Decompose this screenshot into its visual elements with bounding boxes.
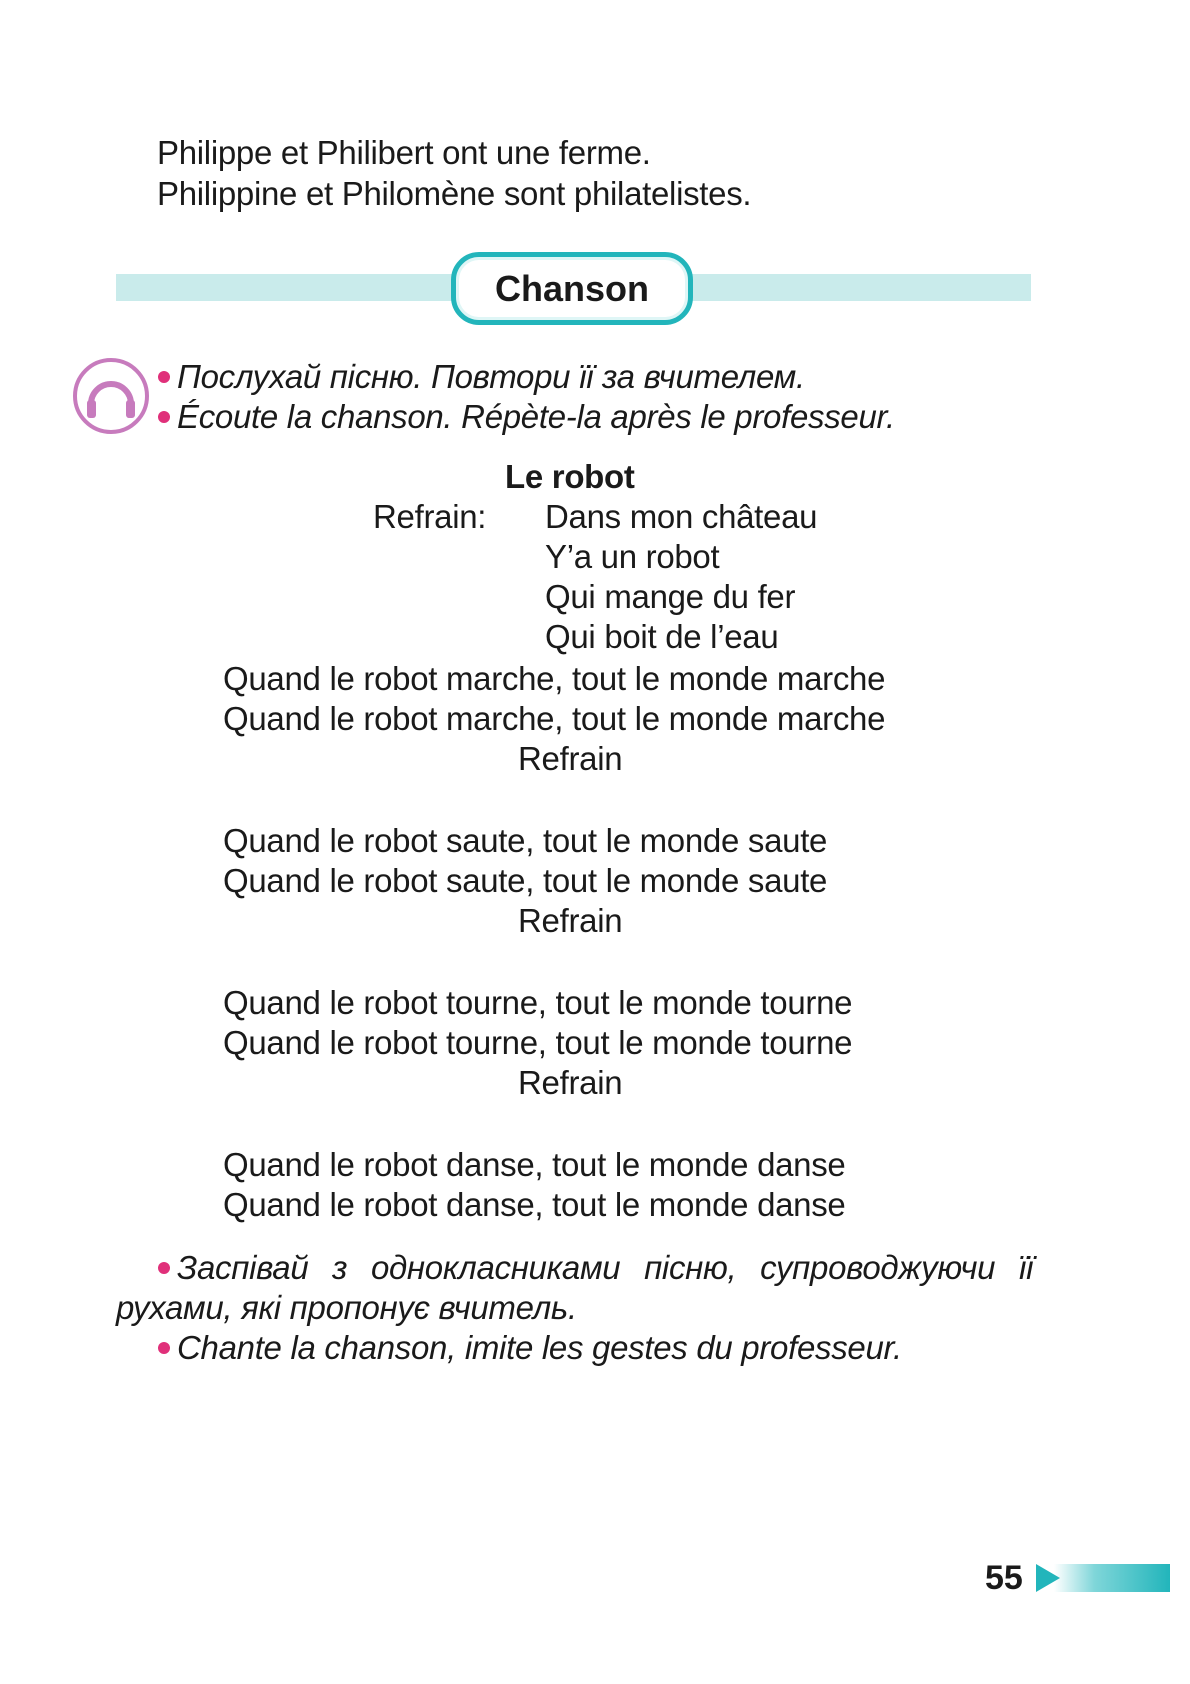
intro-line-1: Philippe et Philibert ont une ferme.: [157, 134, 651, 171]
task-uk-line-2: рухами, які пропонує вчитель.: [116, 1289, 577, 1326]
page-arrow-icon: [1036, 1563, 1170, 1593]
verse-4-line-2: Quand le robot danse, tout le monde danse: [223, 1186, 846, 1223]
verse-1-refrain: Refrain: [518, 740, 623, 777]
bullet-icon: [158, 1342, 170, 1354]
verse-4-line-1: Quand le robot danse, tout le monde danse: [223, 1146, 846, 1183]
verse-3-line-1: Quand le robot tourne, tout le monde tourne: [223, 984, 853, 1021]
verse-1-line-2: Quand le robot marche, tout le monde marche: [223, 700, 886, 737]
refrain-line-3: Qui mange du fer: [545, 578, 796, 615]
verse-2-line-1: Quand le robot saute, tout le monde saute: [223, 822, 828, 859]
intro-line-2: Philippine et Philomène sont philatelistes.: [157, 175, 752, 212]
verse-2-refrain: Refrain: [518, 902, 623, 939]
task-uk-line-1: Заспівай з однокласниками пісню, супроводжуючи її: [158, 1248, 1033, 1288]
refrain-label: Refrain:: [373, 498, 487, 535]
verse-2-line-2: Quand le robot saute, tout le monde saute: [223, 862, 828, 899]
bullet-icon: [158, 1262, 170, 1274]
verse-1-line-1: Quand le robot marche, tout le monde marche: [223, 660, 886, 697]
section-title: Chanson: [451, 252, 693, 325]
refrain-line-1: Dans mon château: [545, 498, 818, 535]
song-title: Le robot: [505, 458, 635, 495]
refrain-line-2: Y’a un robot: [545, 538, 720, 575]
verse-3-line-2: Quand le robot tourne, tout le monde tourne: [223, 1024, 853, 1061]
refrain-line-4: Qui boit de l’eau: [545, 618, 779, 655]
page-number: 55: [985, 1559, 1023, 1597]
instruction-fr: Écoute la chanson. Répète-la après le professeur.: [158, 397, 895, 437]
bullet-icon: [158, 371, 170, 383]
verse-3-refrain: Refrain: [518, 1064, 623, 1101]
headphones-icon: [71, 354, 151, 438]
task-fr: Chante la chanson, imite les gestes du professeur.: [158, 1328, 902, 1368]
bullet-icon: [158, 411, 170, 423]
instruction-uk: Послухай пісню. Повтори її за вчителем.: [158, 357, 805, 397]
